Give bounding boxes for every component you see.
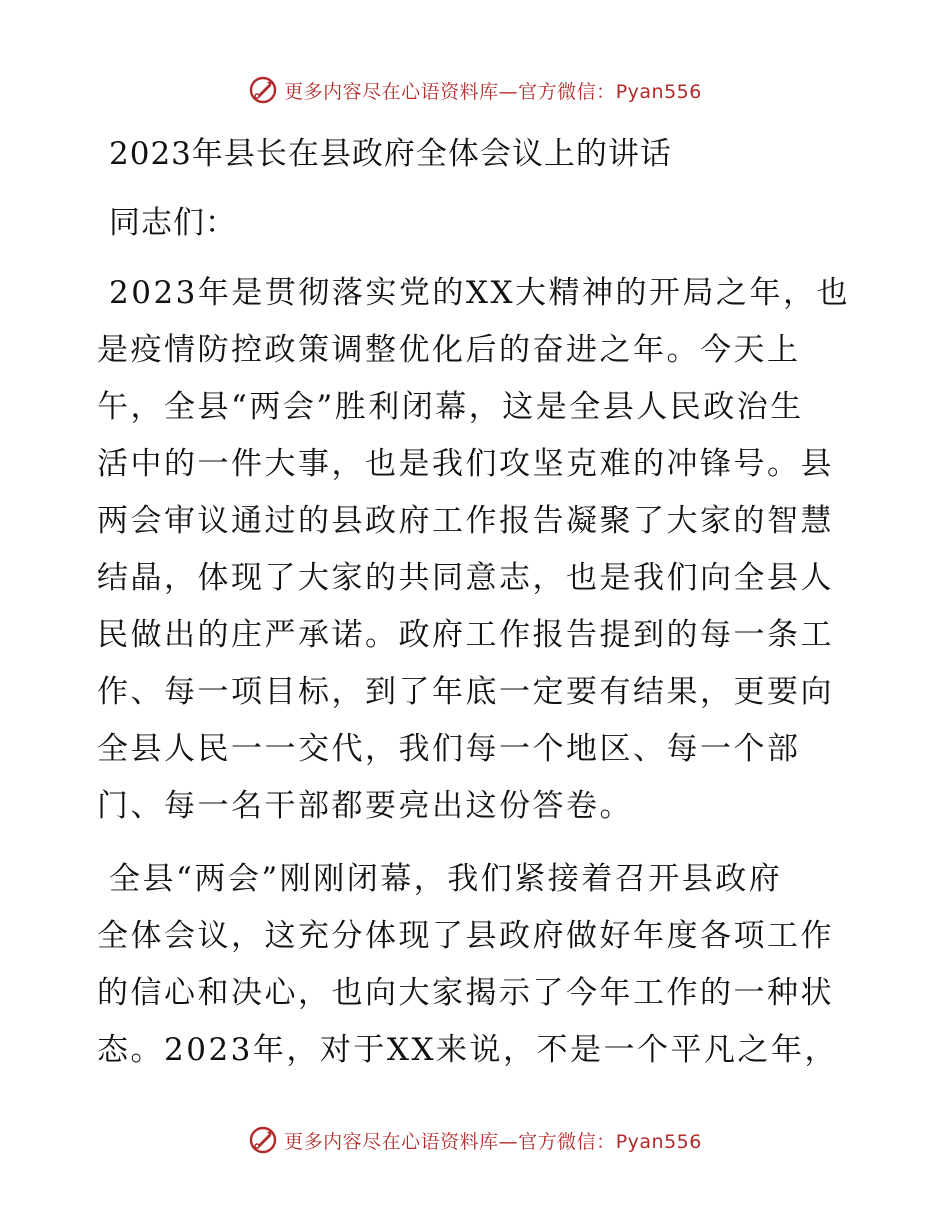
text-line: 午，全县“两会”胜利闭幕，这是全县人民政治生 — [97, 389, 804, 425]
salutation: 同志们： — [109, 205, 237, 241]
watermark-text — [284, 77, 702, 104]
text-line: 全县“两会”刚刚闭幕，我们紧接着召开县政府 — [109, 861, 783, 897]
text-line: 结晶，体现了大家的共同意志，也是我们向全县人 — [97, 560, 834, 596]
watermark-text — [284, 1127, 702, 1154]
text-line: 门、每一名干部都要亮出这份答卷。 — [97, 788, 633, 824]
watermark-contact-id: Pyan556 — [615, 1130, 702, 1153]
text-line: 全县人民一一交代，我们每一个地区、每一个部 — [97, 731, 801, 767]
watermark-separator: — — [498, 1130, 519, 1153]
text-line: 作、每一项目标，到了年底一定要有结果，更要向 — [97, 674, 834, 710]
watermark-brand: 更多内容尽在心语资料库 — [284, 80, 499, 103]
document-title: 2023年县长在县政府全体会议上的讲话 — [109, 136, 672, 172]
text-line: 态。2023年，对于XX来说，不是一个平凡之年， — [97, 1032, 839, 1068]
watermark-footer — [0, 1120, 950, 1160]
text-line: 是疫情防控政策调整优化后的奋进之年。今天上 — [97, 332, 801, 368]
text-line: 的信心和决心，也向大家揭示了今年工作的一种状 — [97, 975, 834, 1011]
text-line: 两会审议通过的县政府工作报告凝聚了大家的智慧 — [97, 503, 834, 539]
quill-seal-icon — [248, 75, 278, 105]
document-body — [97, 120, 857, 1079]
watermark-brand: 更多内容尽在心语资料库 — [284, 1130, 499, 1153]
text-line: 民做出的庄严承诺。政府工作报告提到的每一条工 — [97, 617, 834, 653]
watermark-separator: — — [498, 80, 519, 103]
watermark-contact-label: 官方微信： — [518, 1130, 616, 1153]
text-line: 全体会议，这充分体现了县政府做好年度各项工作 — [97, 918, 834, 954]
quill-seal-icon — [248, 1125, 278, 1155]
text-line: 活中的一件大事，也是我们攻坚克难的冲锋号。县 — [97, 446, 834, 482]
watermark-contact-label: 官方微信： — [518, 80, 616, 103]
paragraph-2 — [97, 851, 857, 1079]
watermark-contact-id: Pyan556 — [615, 80, 702, 103]
paragraph-1 — [97, 265, 857, 835]
watermark-header — [0, 70, 950, 110]
text-line: 2023年是贯彻落实党的XX大精神的开局之年，也 — [109, 275, 851, 311]
